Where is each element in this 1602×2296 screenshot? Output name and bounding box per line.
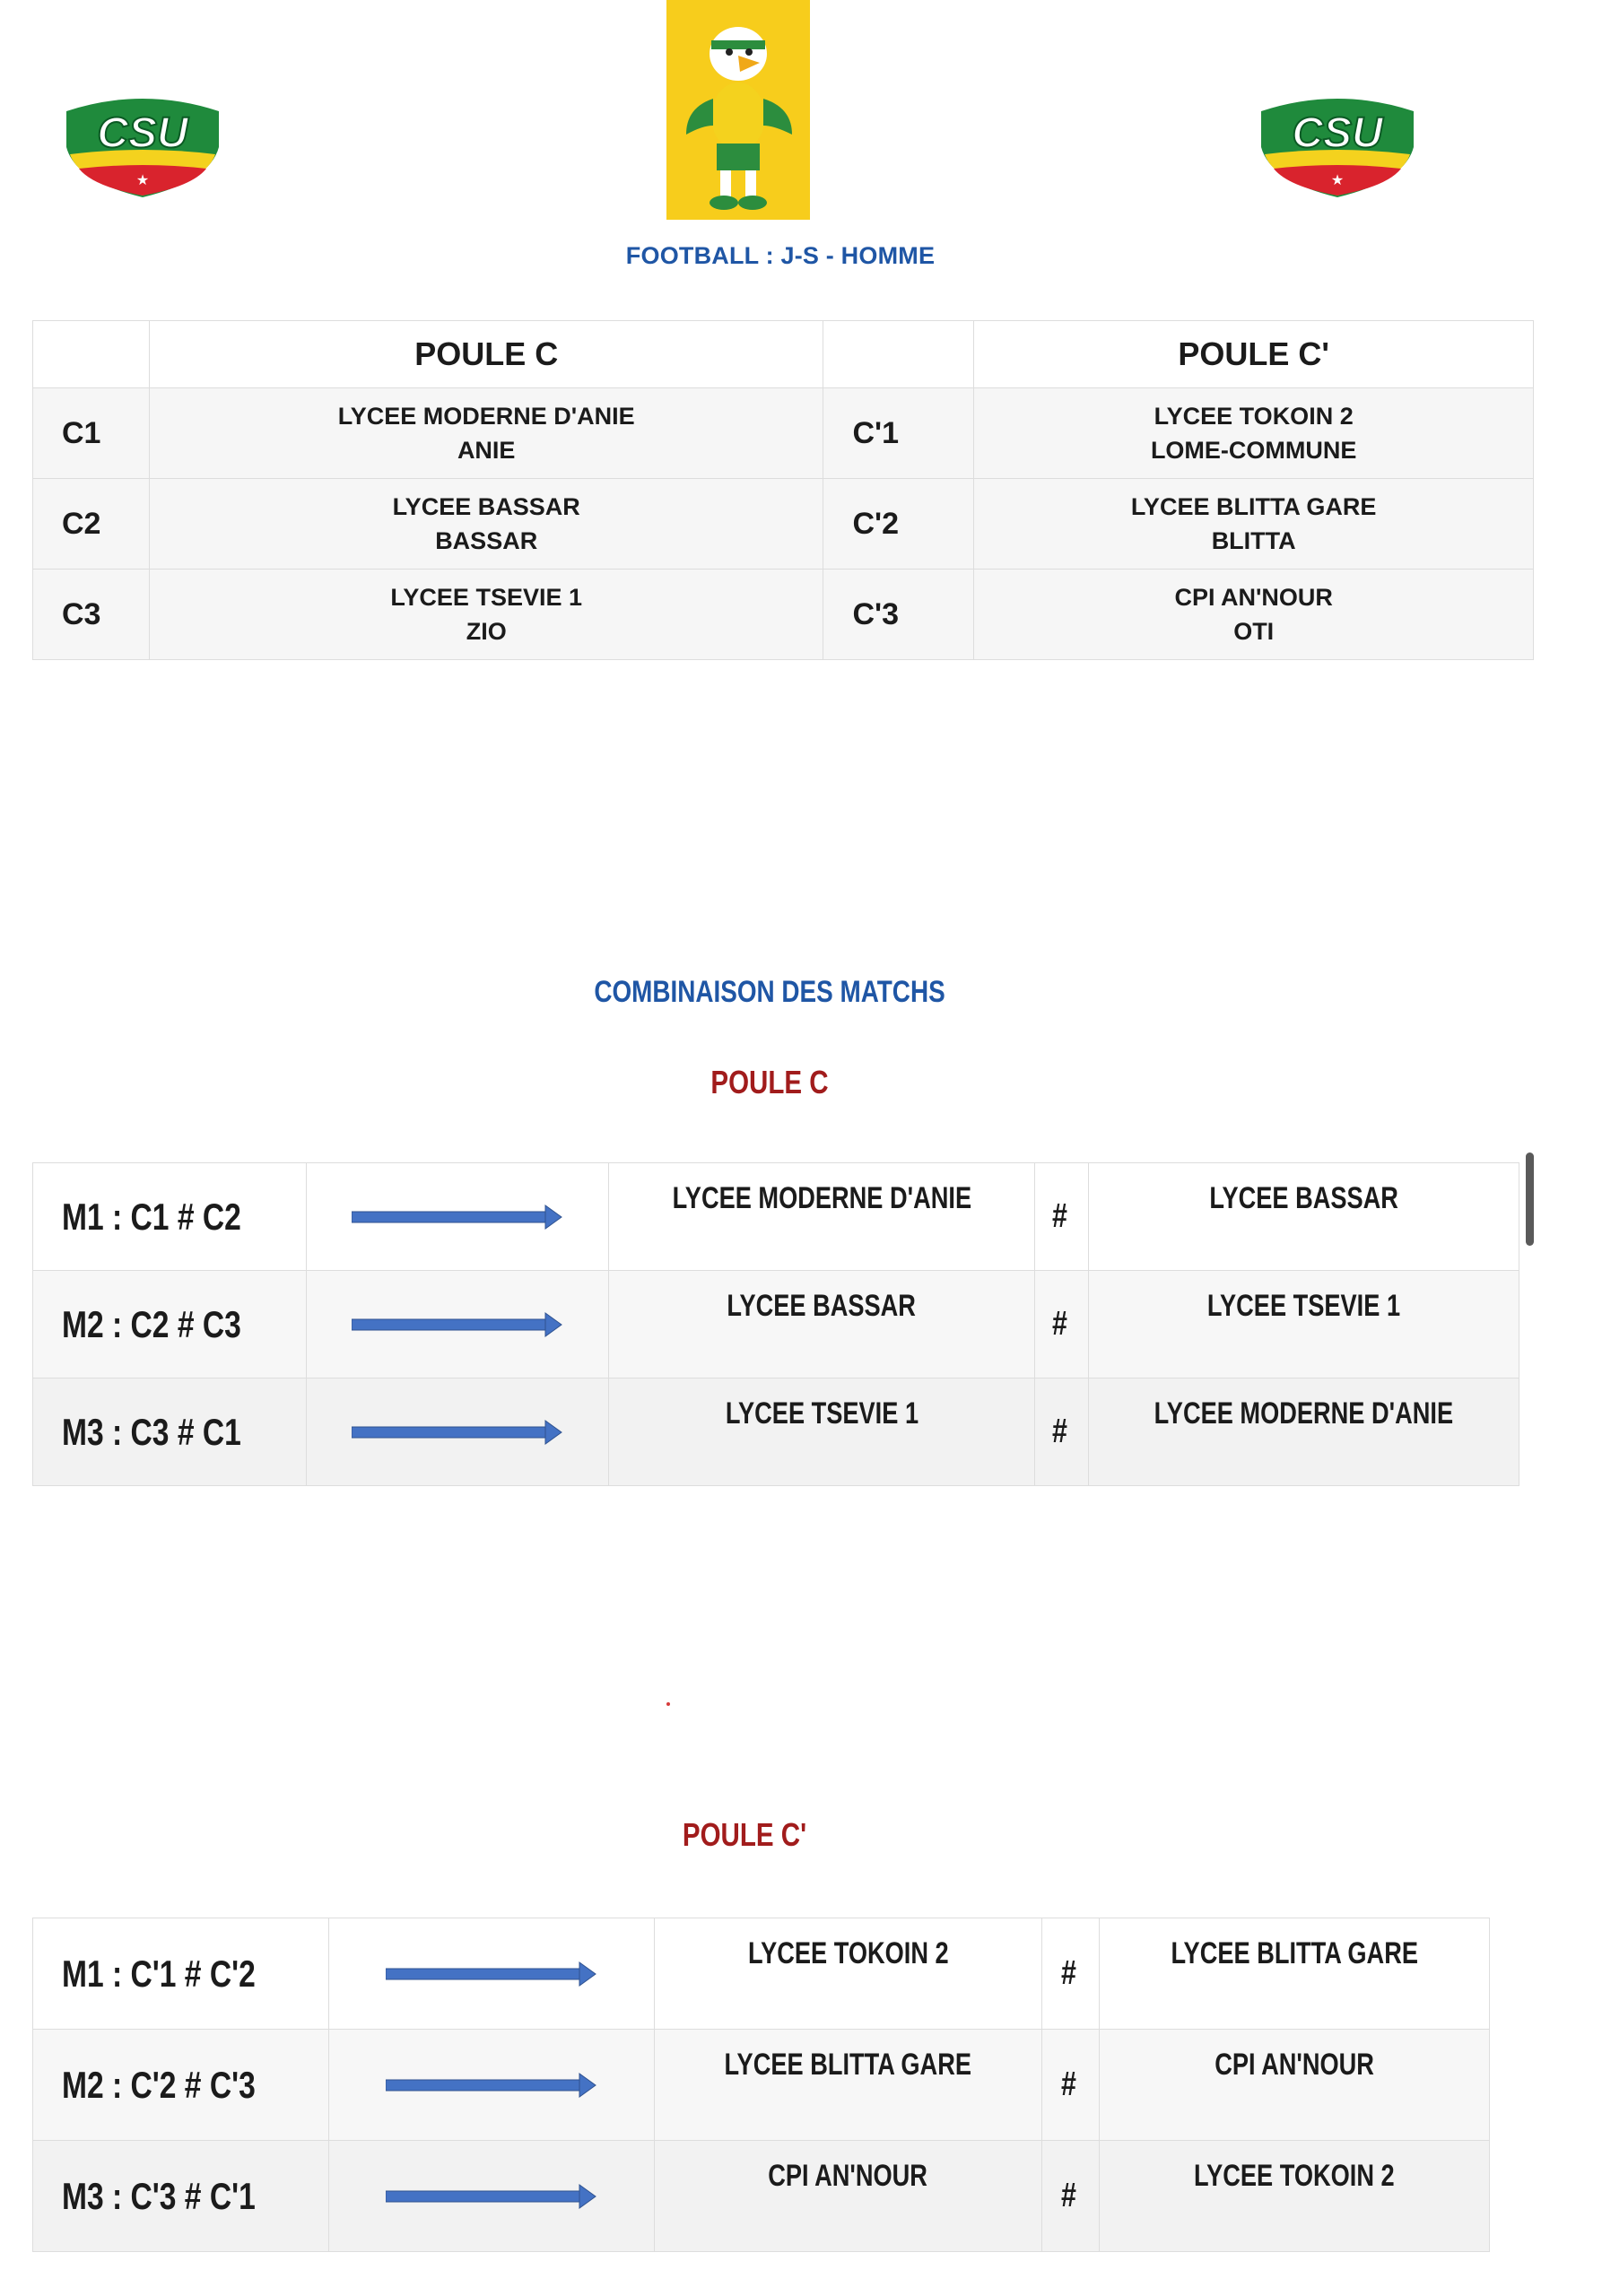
table-row [33,388,1534,479]
match-label: M2 : C2 # C3 [33,1271,307,1378]
away-team: CPI AN'NOUR [1100,2030,1490,2141]
away-team: LYCEE TSEVIE 1 [1089,1271,1519,1378]
poule-cp-matches-table [32,1918,1490,2252]
csu-logo-right [1252,91,1423,199]
logo-text: CSU [97,109,188,157]
code-cell: C'1 [823,388,974,479]
table-row [33,479,1534,570]
table-row [33,1918,1490,2030]
away-team: LYCEE TOKOIN 2 [1100,2141,1490,2252]
logo-text: CSU [1292,109,1383,157]
scrollbar-thumb[interactable] [1526,1152,1534,1246]
poules-header-row [33,321,1534,388]
team-cell: LYCEE TOKOIN 2 LOME-COMMUNE [974,388,1534,479]
match-label: M3 : C'3 # C'1 [33,2141,329,2252]
document-title: FOOTBALL : J-S - HOMME [625,242,936,269]
poule-c-matches-table [32,1162,1519,1486]
home-team: LYCEE TSEVIE 1 [608,1378,1035,1486]
eagle-mascot-image [666,0,810,220]
versus-separator: # [1042,1918,1100,2030]
poule-cp-header: POULE C' [974,321,1534,388]
versus-separator: # [1035,1271,1089,1378]
arrow-right-icon [306,1163,608,1271]
poule-cp-title: POULE C' [682,1816,807,1853]
table-row [33,1271,1519,1378]
arrow-right-icon [306,1378,608,1486]
home-team: LYCEE BLITTA GARE [654,2030,1042,2141]
match-label: M1 : C'1 # C'2 [33,1918,329,2030]
match-label: M2 : C'2 # C'3 [33,2030,329,2141]
csu-logo-left [57,91,228,199]
table-row [33,1378,1519,1486]
arrow-right-icon [328,2141,654,2252]
home-team: LYCEE BASSAR [608,1271,1035,1378]
poules-table [32,320,1534,660]
away-team: LYCEE BLITTA GARE [1100,1918,1490,2030]
versus-separator: # [1035,1378,1089,1486]
home-team: CPI AN'NOUR [654,2141,1042,2252]
svg-text:★: ★ [135,173,150,188]
versus-separator: # [1042,2141,1100,2252]
code-cell: C2 [33,479,150,570]
team-cell: LYCEE MODERNE D'ANIE ANIE [149,388,823,479]
table-row [33,1163,1519,1271]
poule-c-header: POULE C [149,321,823,388]
arrow-right-icon [328,2030,654,2141]
match-label: M1 : C1 # C2 [33,1163,307,1271]
versus-separator: # [1042,2030,1100,2141]
team-cell: LYCEE BLITTA GARE BLITTA [974,479,1534,570]
away-team: LYCEE MODERNE D'ANIE [1089,1378,1519,1486]
code-cell: C'2 [823,479,974,570]
team-cell: LYCEE BASSAR BASSAR [149,479,823,570]
away-team: LYCEE BASSAR [1089,1163,1519,1271]
table-row [33,570,1534,660]
stray-dot [666,1702,670,1706]
home-team: LYCEE TOKOIN 2 [654,1918,1042,2030]
table-row [33,2030,1490,2141]
svg-text:★: ★ [1330,173,1345,188]
versus-separator: # [1035,1163,1089,1271]
poule-c-title: POULE C [710,1064,829,1100]
team-cell: CPI AN'NOUR OTI [974,570,1534,660]
match-label: M3 : C3 # C1 [33,1378,307,1486]
team-cell: LYCEE TSEVIE 1 ZIO [149,570,823,660]
home-team: LYCEE MODERNE D'ANIE [608,1163,1035,1271]
code-cell: C1 [33,388,150,479]
arrow-right-icon [306,1271,608,1378]
code-cell: C'3 [823,570,974,660]
arrow-right-icon [328,1918,654,2030]
table-row [33,2141,1490,2252]
combinaison-title: COMBINAISON DES MATCHS [594,975,945,1009]
code-cell: C3 [33,570,150,660]
